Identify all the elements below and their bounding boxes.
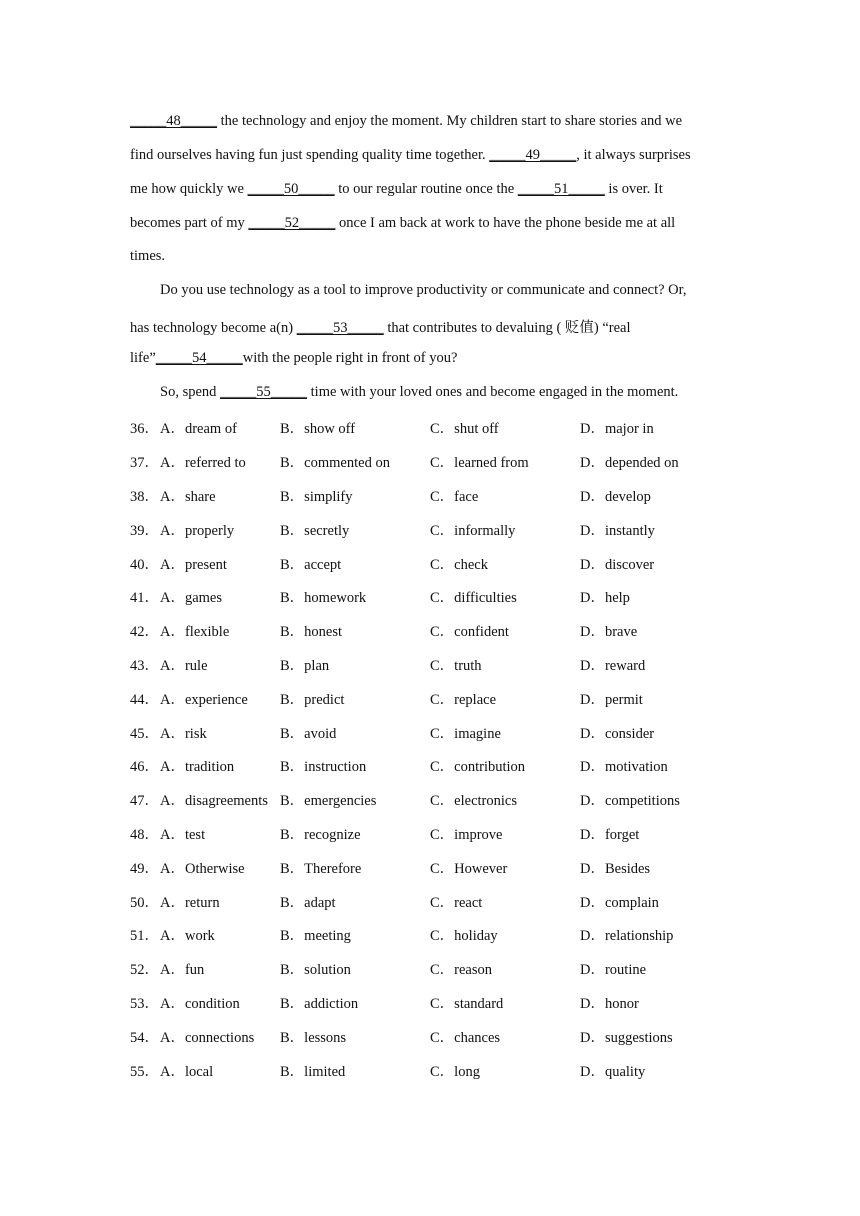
option-a: A．tradition [160,759,235,775]
question-number: 38． [130,489,159,505]
passage-line [130,316,631,337]
option-d: D．complain [580,895,659,911]
option-b: B．plan [280,658,330,674]
option-c: C．check [430,557,488,573]
option-b: B．adapt [280,895,336,911]
option-d: D．depended on [580,455,679,471]
passage-text: to our regular routine once the [334,181,518,197]
blank-53: _____53_____ [296,320,384,336]
question-number: 41． [130,590,159,606]
option-c: C．reason [430,962,493,978]
option-c: C．However [430,861,508,877]
blank-55: _____55_____ [220,384,308,400]
option-d: D．suggestions [580,1030,673,1046]
passage-text: life” [130,350,156,366]
option-b: B．homework [280,590,367,606]
option-d: D．honor [580,996,639,1012]
option-d: D．Besides [580,861,651,877]
question-number: 39． [130,523,159,539]
option-a: A．local [160,1064,214,1080]
option-b: B．commented on [280,455,390,471]
option-a: A．experience [160,692,248,708]
passage-line [130,248,165,265]
passage-line [130,350,457,367]
passage-text: with the people right in front of you? [242,350,458,366]
passage-line [130,215,675,232]
passage-paragraph-start [160,384,678,401]
option-c: C．shut off [430,421,499,437]
option-b: B．Therefore [280,861,362,877]
passage-text: Do you use technology as a tool to improve productivity or communicate and connect? Or, [160,282,687,298]
passage-text: time with your loved ones and become engaged in the moment. [307,384,679,400]
question-number: 42． [130,624,159,640]
option-c: C．electronics [430,793,517,809]
passage-text: find ourselves having fun just spending quality time together. [130,147,490,163]
option-a: A．connections [160,1030,255,1046]
option-a: A．present [160,557,227,573]
passage-text: once I am back at work to have the phone beside me at all [335,215,676,231]
option-c: C．truth [430,658,482,674]
option-b: B．accept [280,557,342,573]
question-number: 49． [130,861,159,877]
option-b: B．show off [280,421,356,437]
option-a: A．condition [160,996,240,1012]
passage-line [130,181,663,198]
passage-text: So, spend [160,384,221,400]
option-c: C．informally [430,523,516,539]
option-a: A．dream of [160,421,237,437]
question-number: 40． [130,557,159,573]
question-number: 36． [130,421,159,437]
passage-paragraph-start [160,282,687,299]
option-d: D．relationship [580,928,674,944]
option-a: A．return [160,895,220,911]
option-b: B．lessons [280,1030,347,1046]
option-c: C．face [430,489,479,505]
option-b: B．simplify [280,489,353,505]
question-number: 52． [130,962,159,978]
question-number: 51． [130,928,159,944]
option-d: D．forget [580,827,640,843]
option-a: A．test [160,827,206,843]
option-b: B．instruction [280,759,367,775]
blank-52: _____52_____ [248,215,336,231]
option-d: D．consider [580,726,655,742]
question-number: 45． [130,726,159,742]
option-c: C．chances [430,1030,501,1046]
blank-48: _____48_____ [130,113,217,129]
option-b: B．limited [280,1064,346,1080]
option-b: B．recognize [280,827,361,843]
passage-text: me how quickly we [130,181,248,197]
option-c: C．confident [430,624,509,640]
question-number: 54． [130,1030,159,1046]
passage-text: times. [130,248,166,264]
option-b: B．predict [280,692,345,708]
question-number: 47． [130,793,159,809]
option-d: D．routine [580,962,647,978]
question-number: 44． [130,692,159,708]
option-a: A．share [160,489,216,505]
option-c: C．learned from [430,455,529,471]
question-number: 43． [130,658,159,674]
passage-text: has technology become a(n) [130,320,297,336]
question-number: 48． [130,827,159,843]
option-b: B．meeting [280,928,351,944]
passage-text: , it always surprises [576,147,691,163]
option-d: D．help [580,590,630,606]
question-number: 50． [130,895,159,911]
option-c: C．improve [430,827,503,843]
option-a: A．fun [160,962,205,978]
option-b: B．secretly [280,523,350,539]
option-b: B．emergencies [280,793,377,809]
option-c: C．replace [430,692,497,708]
blank-49: _____49_____ [489,147,577,163]
option-a: A．flexible [160,624,230,640]
option-a: A．disagreements [160,793,268,809]
option-c: C．react [430,895,483,911]
option-c: C．contribution [430,759,526,775]
option-c: C．long [430,1064,480,1080]
blank-51: _____51_____ [517,181,605,197]
option-b: B．addiction [280,996,359,1012]
option-a: A．properly [160,523,235,539]
option-b: B．solution [280,962,351,978]
option-a: A．risk [160,726,207,742]
option-a: A．Otherwise [160,861,245,877]
option-d: D．competitions [580,793,680,809]
passage-text: is over. It [604,181,663,197]
option-b: B．avoid [280,726,337,742]
option-a: A．referred to [160,455,246,471]
option-d: D．permit [580,692,643,708]
option-d: D．instantly [580,523,655,539]
option-c: C．holiday [430,928,498,944]
question-number: 37． [130,455,159,471]
passage-line [130,147,691,164]
option-d: D．quality [580,1064,646,1080]
passage-text: that contributes to devaluing ( 贬值) “real [383,320,631,336]
option-d: D．motivation [580,759,668,775]
option-c: C．standard [430,996,504,1012]
option-d: D．discover [580,557,655,573]
option-d: D．major in [580,421,654,437]
passage-text: the technology and enjoy the moment. My children start to share stories and we [217,113,683,129]
option-b: B．honest [280,624,343,640]
passage-text: becomes part of my [130,215,249,231]
option-d: D．reward [580,658,646,674]
option-d: D．brave [580,624,638,640]
passage-line [130,113,682,130]
option-c: C．imagine [430,726,501,742]
blank-50: _____50_____ [247,181,335,197]
option-a: A．work [160,928,215,944]
option-a: A．rule [160,658,208,674]
question-number: 53． [130,996,159,1012]
blank-54: _____54_____ [155,350,243,366]
option-a: A．games [160,590,223,606]
question-number: 55． [130,1064,159,1080]
question-number: 46． [130,759,159,775]
option-c: C．difficulties [430,590,517,606]
option-d: D．develop [580,489,651,505]
